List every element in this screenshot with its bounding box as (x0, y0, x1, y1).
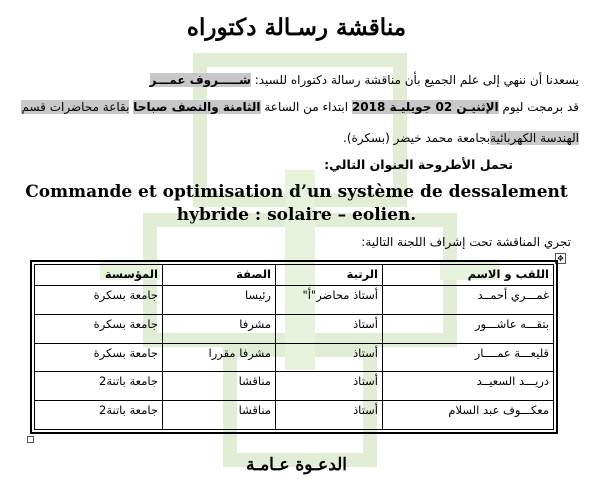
cell-name: معكـــوف عبد السلام (383, 401, 554, 430)
cell-name: دريـــد السعيــد (383, 372, 554, 401)
cell-rank: أستاذ (276, 343, 383, 372)
jury-table (30, 260, 558, 434)
cell-role: رئيسا (163, 286, 276, 315)
jury-intro: تجري المناقشة تحت إشراف اللجنة التالية: (361, 235, 571, 249)
cell-name: بتقـــه عاشـــور (383, 314, 554, 343)
cell-role: مشرفا مقررا (163, 343, 276, 372)
table-header-row (35, 265, 554, 286)
cell-institution: جامعة بسكرة (35, 314, 163, 343)
cell-institution: جامعة باتنة2 (35, 401, 163, 430)
header-role: الصفة (163, 265, 276, 286)
thesis-label: تحمل الأطروحة العنوان التالي: (324, 157, 513, 172)
announcement-line-1: يسعدنا أن ننهي إلى علم الجميع بأن مناقشة رسالة دكتوراه للسيد: شـــــروف عمـــر (149, 73, 579, 87)
cell-name: قليعـــة عمــــار (383, 343, 554, 372)
cell-role: مشرفا (163, 314, 276, 343)
table-move-handle-icon[interactable]: ✥ (555, 253, 566, 264)
defense-location: الهندسة الكهربائية (490, 131, 579, 145)
defense-date: الإثنيـن 02 جويليـة 2018 (351, 100, 499, 114)
cell-institution: جامعة بسكرة (35, 343, 163, 372)
cell-rank: أستاذ (276, 372, 383, 401)
table-row (35, 401, 554, 430)
table-row (35, 372, 554, 401)
announcement-line-3: الهندسة الكهربائيةبجامعة محمد خيضر (بسكرة). (343, 131, 579, 145)
candidate-name: شـــــروف عمـــر (149, 73, 251, 87)
header-institution: المؤسسة (35, 265, 163, 286)
header-name: اللقب و الاسم (383, 265, 554, 286)
cell-rank: أستاذ محاضر"أ" (276, 286, 383, 315)
page-title: مناقشة رسـالة دكتوراه (186, 14, 407, 41)
cell-rank: أستاذ (276, 401, 383, 430)
cell-institution: جامعة باتنة2 (35, 372, 163, 401)
invitation-text: الدعـوة عـامـة (245, 455, 348, 475)
cell-role: مناقشا (163, 372, 276, 401)
cell-role: مناقشا (163, 401, 276, 430)
thesis-title: Commande et optimisation d’un système de dessalement hybride : solaire – eolien. (25, 182, 568, 225)
table-row (35, 343, 554, 372)
cell-rank: أستاذ (276, 314, 383, 343)
table-row (35, 286, 554, 315)
table-row (35, 314, 554, 343)
table-resize-handle[interactable] (27, 436, 34, 443)
cell-institution: جامعة بسكرة (35, 286, 163, 315)
cell-name: غمـــري أحمــد (383, 286, 554, 315)
defense-time: الثامنة والنصف صباحا (133, 100, 261, 114)
announcement-line-2: قد برمجت ليوم الإثنيـن 02 جويليـة 2018 ابتداء من الساعة الثامنة والنصف صباحا بقاعة محاضرات قسم (21, 100, 579, 114)
header-rank: الرتبة (276, 265, 383, 286)
